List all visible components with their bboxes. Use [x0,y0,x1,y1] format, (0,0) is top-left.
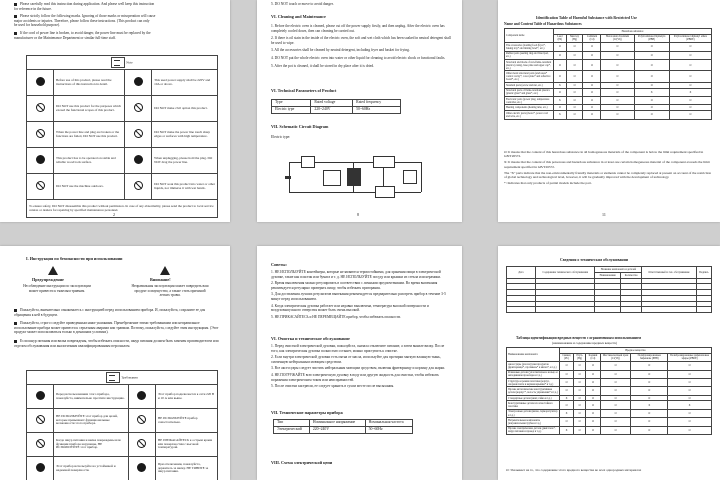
section-heading: VI. Technical Parameters of Product [271,88,337,93]
table-subtitle: Name and Content Table of Hazardous Substances [504,22,582,26]
section-heading: VI. Cleaning and Maintenance [271,14,326,19]
prohibited-icon [137,439,146,448]
hazard-note: О: Указывает на то, что содержание этого вредного вещества во всех однородных материалах [506,468,642,472]
table-title: Identification Table of Harmful Substance with Restricted Use [536,16,637,20]
prohibited-icon [36,103,45,112]
caution-text: Неправильная эксплуатация может повредить ваш продукт и имущество, а также стать причиной легких травм. [131,284,209,298]
manual-page-hazard-table-en [498,0,720,222]
table-subtitle: (наименование и содержание вредных веществ) [552,341,617,345]
table-title: Сведения о техническом обслуживании [560,258,628,262]
unplug-icon [137,463,146,472]
note-icon [106,372,120,383]
mandatory-icon [36,155,45,164]
mandatory-icon [36,463,45,472]
spec-table: Type Rated voltage Rated frequency Electric type 220~240V 50~60Hz [271,99,401,114]
section-heading: VI. Очистка и техническое обслуживание [271,336,350,341]
tips-list: 1. НЕ ИСПОЛЬЗУЙТЕ контейнеры, которые не являются термостойкими, для хранения пищи в электрической духовке, такие как пластик или бумага и т. д. НЕ ИСПОЛЬЗУЙТЕ посуду или крышки из стекла или керамики. 2. Время выключения можно регулировать в соответствии с личными предпочтениями. Во время выпекания рекомендуется регулярно проверять пищу, чтобы избежать пригорания. 3. Для достижения лучших результатов выпекания рекомендуется предварительно разогреть прибор в течение 3-5 минут перед использованием. 4. Когда электрическая духовка работает или недавно выключена, температура высокой поверхности и воздуховыпускного отверстия может быть очень высокой. 5. НЕ ПРИКАСАЙТЕСЬ и НЕ ПЕРЕМЕЩАЙТЕ прибор, чтобы избежать опасности. [271,270,446,319]
spec-table: Тип Номинальное напряжение Номинальная частота Электрический 220~240V 50~60Hz [273,419,413,434]
manual-page-service-records-ru [498,246,720,480]
manual-page-maintenance-en [257,0,462,222]
page-number: 11 [602,212,606,217]
table-title: Таблица идентификации вредных веществ с ограниченным использованием [516,336,642,340]
mandatory-icon [137,391,146,400]
prohibited-icon [137,415,146,424]
warning-label: Предупреждение [32,277,64,282]
mandatory-icon [134,77,143,86]
page-number: 8 [357,212,359,217]
service-record-table: Дата Содержание технического обслуживания Название компонента и деталей Ответственный за тех. обслуживание Подпись Наименование Количество [506,266,712,313]
prohibited-icon [134,129,143,138]
page-number: 2 [113,212,115,217]
manual-page-safety-en [0,0,230,222]
prohibited-icon [36,129,45,138]
requirements-table: Требования Перед использованием этого прибора, пожалуйста, внимательно прочтите инструкцию. Этот прибор подключается к сети 220 В и 10 А или выше. НЕ ИСПОЛЬЗУЙТЕ этот прибор для целей, которые превышают функциональные возможности этого прибора. НЕ ИСПОЛЬЗУЙТЕ прибор самостоятельно. Когда шнур питания и вилка повреждены или функции прибора нарушены, НЕ ИСПОЛЬЗУЙТЕ этот прибор. НЕ ПРИКАСАЙТЕСЬ к острым краям или поверхностям с высокой температурой. Этот прибор используйте на устойчивой и надежной поверхности. При отключении, пожалуйста, держитесь за вилку. НЕ ТЯНИТЕ за шнур питания. [26,370,218,480]
section-heading: VII. Schematic Circuit Diagram [271,124,329,129]
hazard-table-ru: Наименование компонента Вредное вещество Свинец (Pb) Ртуть (Hg) Кадмий (Cd) Шестивалентный хром (Cr(VI)) Полибромированные бифенилы (PBB) Полибромированные дифениловые эфиры (PBDE) Аксессуары (для загрузки продуктов (фритюрница*, противень* и миска*, и т.д.) O O O O O O Резиновые детали (уплотнительное кольцо и неподвижная прокладка и т.д.) O O O O O O Структура и режим пластика (корпус, опорная плита и верхняя крышка* и т.д.) O O O O O O Прочие металлические конструктивные детали (корпус*, полость управления* и т.д.) O O O O O O Стандартные детали (винт, гайка и т.д.) X O O O O O Конструктивные детали из огнестойкого пластика O O O O X X Электронные детали (вилка, терморегулятор и т.д.) X O O O O O Нагревательные компоненты (нагревательная трубка и т.д.) O O O O O O Прочие электрические детали (двигатель*, шнур питания и провод и т.д.) X O O O O O [506,347,712,435]
diagram-caption: Electric type: [271,135,291,139]
caution-item: 5. DO NOT touch or move to avoid danger. [271,2,334,6]
warning-icon [48,266,58,275]
prohibited-icon [36,439,45,448]
warning-text: Несоблюдение инструкции по эксплуатации может привести к тяжелым травмам. [23,284,91,293]
hazard-notes: O: It means that the content of this hazardous substance in all homogeneous materials of the component is below the limit requirement specified in GB/T26572. X: It means that the content of this poisonous and hazardous substance in at least one certain homogeneous material of the component exceeds the limit requirement specified in GB/T26572. The "X" parts indicate that the non-environmentally friendly materials or elements cannot be completely replaced at present on account of the restriction of global technology and technological level, however, it will be gradually improved with the development of technology. *: Indicates that only products of partial models include the part. [504,150,711,186]
prohibited-icon [36,181,45,190]
caution-label: Внимание! [150,277,171,282]
prohibited-icon [134,103,143,112]
note-icon [111,57,125,68]
unplug-icon [134,155,143,164]
caution-icon [160,266,170,275]
note-table: Note Before use of this product, please read the instructions of this instruction in detail. This used power supply shall be 220V and 10A or above. DO NOT use this product for the purposes which exceed the functional scopes of this product. DO NOT make civil option this product. When the power line and plug are broken or the functions are failed, DO NOT use this product. DO NOT make the power line touch sharp edges or surfaces with high temperature. This product has to be operated on stable and reliable wood/rock surface. When unplugging, please hold the plug. DO NOT drag the power line. DO NOT use the machine outdoors. DO NOT soak this product into water or other liquids, nor immerse it with wet hands. To ensure safety, DO NOT disassemble this product without permission. In case of any abnormality, please send the product to local service centres or dealers for repairing by specified maintenance personnel. [26,55,218,218]
mandatory-icon [36,391,45,400]
manual-page-safety-ru [0,246,230,480]
circuit-diagram [283,148,433,208]
intro-text: Please carefully read this instruction during application. And please well keep this instruction for reference in the future. Please strictly follow the following marks. Ignoring of those marks or misoperation will cause major accidents or injuries. Therefore, please follow these instructions. (This product can only be used for household purpose). If the cord of power line is broken, to avoid danger, the power line must be replaced by the manufacturer or the Maintenance Department or similar full-time staff. [14,2,156,40]
section-heading: VII. Технические параметры прибора [271,410,343,415]
prohibited-icon [134,181,143,190]
safety-bullets: Пожалуйста, внимательно ознакомьтесь с инструкцией перед использованием прибора. И, пожалуйста, сохраните ее для обращения к ней в будущем. Пожалуйста, строго следуйте приведенным ниже указаниям. Пренебрежение этими требованиями или неправильное использование прибора может привести к серьезным авариям или травмам. Поэтому, пожалуйста, следуйте этим инструкциям. (Этот продукт может использоваться только в домашних условиях). Если шнур питания или вилка повреждены, чтобы избежать опасности, шнур питания должен быть заменен производителем или отделом обслуживания или аналогичным квалифицированным персоналом. [14,308,219,348]
manual-page-maintenance-ru [257,246,462,480]
cleaning-list: 1. Перед очисткой электрической духовки, пожалуйста, сначала отключите питание, а затем выньте вилку. После того, как электрическая духовка полностью остынет, можно приступить к очистке. 2. Если внутри электрической духовки есть пятна от масла, используйте для протирки мягкую влажную ткань, смоченную нейтральным моющим средством. 3. Все аксессуары следует чистить нейтральным моющим средством, включая фритюрницу и корзину для жарки. 4. НЕ ПОГРУЖАЙТЕ всю электрическую духовку в воду или другую жидкость для очистки, чтобы избежать поражения электрическим током или неисправностей. 5. После очистки кастрюли, ее следует хранить в сухом месте после высыхания. [271,344,446,389]
mandatory-icon [36,77,45,86]
section-heading: Советы: [271,262,287,267]
section-heading: I. Инструкция по безопасности при использовании [26,256,123,261]
cleaning-list: 1. Before the electric oven is cleaned, please cut off the power supply firstly, and then unplug. After the electric oven has completely cooled down, then can cleaning be carried out. 2. If there is oil stain in the inside of the electric oven, the soft and wet cloth which has been soaked in neutral detergent shall be used to wipe. 3. All the accessories shall be cleaned by neutral detergent, including fryer and basket for frying. 4. DO NOT put the whole electric oven into water or other liquid for cleaning to avoid electric shock or functional faults. 5. After the pot is cleaned, it shall be stored in dry place after it is dried. [271,24,451,68]
prohibited-icon [36,415,45,424]
section-heading: VIII. Схема электрической цепи [271,460,333,465]
hazard-table: Component name Hazardous substance Lead (Pb) Mercury (Hg) Cadmium (Cd) Hexavalent chromium (Cr(VI)) Polybrominated biphenyls (PBB) Polybrominated diphenyl ethers (PBDE) The accessories (loading food (fryer*, baking tray* and mixing bowl*, etc.) O O O O O O Rubber parts (sealing ring and fixed pad, etc.) O O O O O O Structural and mode of non-flame-retardant plastics (casing, base plate and upper cap*, etc.) O O O O O O Other metal structural parts (enclosure* control cavity*, cover plate* and reflective board*, etc.) O O O O O O Standard parts (screw and nut, etc.) X O O O O O Structural parts of flame-retardant plastics (plastic glass* and glass*, etc.) O O O O X X Electronic parts (power plug, temperature controller, etc.) X O O O O O Heating components (heating tube, etc.) O O O O O O Other electric parts (motor*, power cord and wire, etc.) X O O O O O [504,28,712,120]
